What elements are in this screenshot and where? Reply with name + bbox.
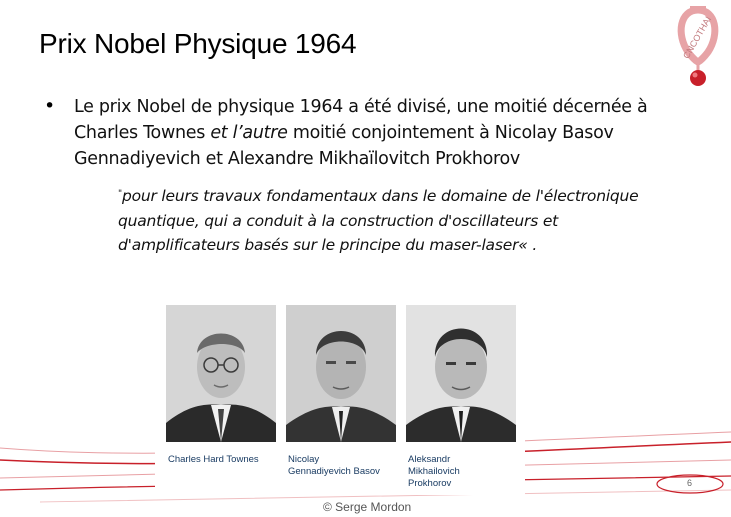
townes-photo	[166, 305, 276, 442]
bullet-text-part2: moitié conjointement à Nicolay Basov Gennadiyevich et Alexandre Mikhaïlovitch Prokhorov	[74, 123, 614, 169]
slide-title: Prix Nobel Physique 1964	[39, 28, 357, 59]
prokhorov-caption	[408, 454, 460, 490]
caption-line: Gennadiyevich Basov	[288, 466, 380, 477]
bullet-emphasis: et l’autre	[210, 123, 288, 143]
logo-text: CNCOTHAI	[681, 14, 714, 61]
bullet-text-part1: Le prix Nobel de physique 1964 a été divisé, une moitié décernée à Charles Townes	[74, 97, 648, 143]
bullet-text	[74, 94, 704, 172]
caption-line: Nicolay	[288, 454, 320, 465]
basov-caption	[288, 454, 380, 478]
townes-caption	[168, 454, 259, 466]
photo-panel	[155, 295, 525, 495]
caption-line: Prokhorov	[408, 478, 452, 489]
prokhorov-photo	[406, 305, 516, 442]
page-number: 6	[687, 478, 693, 488]
basov-photo	[286, 305, 396, 442]
caption-line: Aleksandr	[408, 454, 451, 465]
citation-text: pour leurs travaux fondamentaux dans le domaine de l'électronique quantique, qui a conduit à la construction d'oscillateurs et d'amplificateurs basés sur le principe du maser-laser« .	[118, 187, 639, 254]
bullet-dot: •	[44, 95, 56, 117]
logo-icon	[668, 4, 728, 90]
caption-line: Mikhailovich	[408, 466, 460, 477]
caption-line: Charles Hard Townes	[168, 454, 259, 465]
nobel-citation	[118, 182, 678, 258]
copyright: © Serge Mordon	[323, 500, 412, 514]
quote-mark: "	[118, 189, 122, 199]
